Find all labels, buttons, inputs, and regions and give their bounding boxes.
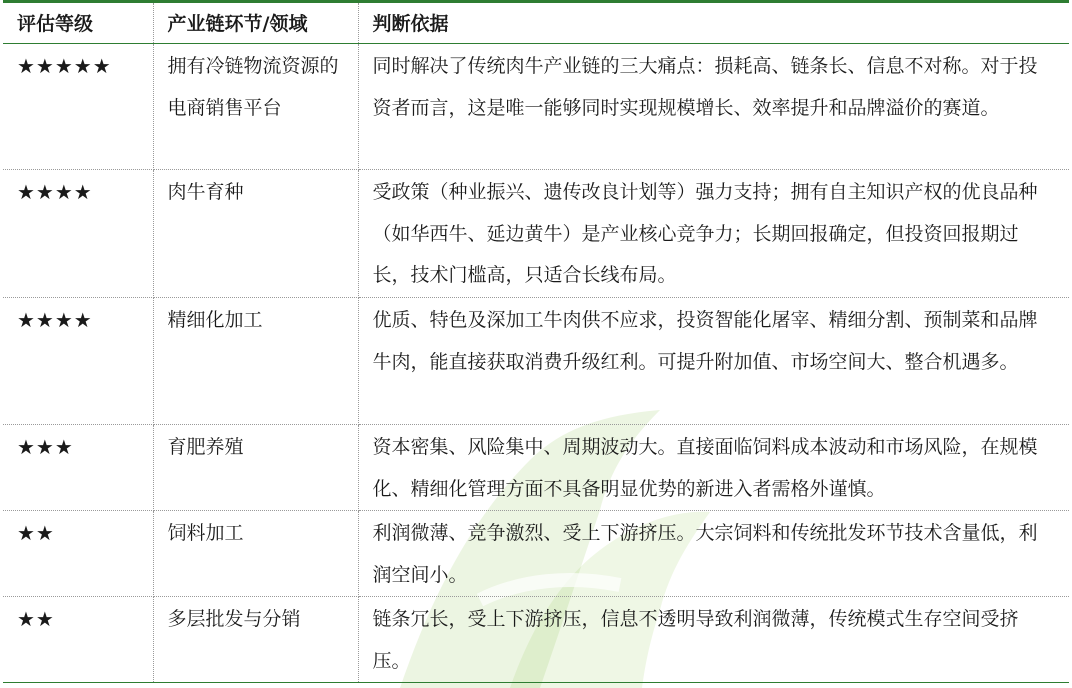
table-row xyxy=(3,44,1069,170)
rating-table xyxy=(3,0,1069,683)
rating-cell: ★★ xyxy=(3,511,153,597)
basis-cell: 受政策（种业振兴、遗传改良计划等）强力支持；拥有自主知识产权的优良品种（如华西牛、延边黄牛）是产业核心竞争力；长期回报确定，但投资回报期过长，技术门槛高，只适合长线布局。 xyxy=(358,170,1069,298)
header-area: 产业链环节/领域 xyxy=(153,2,358,44)
area-cell: 饲料加工 xyxy=(153,511,358,597)
basis-cell: 链条冗长，受上下游挤压，信息不透明导致利润微薄，传统模式生存空间受挤压。 xyxy=(358,597,1069,683)
header-rating: 评估等级 xyxy=(3,2,153,44)
basis-cell: 优质、特色及深加工牛肉供不应求，投资智能化屠宰、精细分割、预制菜和品牌牛肉，能直接获取消费升级红利。可提升附加值、市场空间大、整合机遇多。 xyxy=(358,298,1069,425)
rating-cell: ★★★★ xyxy=(3,170,153,298)
basis-cell: 同时解决了传统肉牛产业链的三大痛点：损耗高、链条长、信息不对称。对于投资者而言，这是唯一能够同时实现规模增长、效率提升和品牌溢价的赛道。 xyxy=(358,44,1069,170)
table-header-row xyxy=(3,2,1069,44)
table-row xyxy=(3,597,1069,683)
table-row xyxy=(3,170,1069,298)
table-row xyxy=(3,425,1069,511)
basis-cell: 资本密集、风险集中、周期波动大。直接面临饲料成本波动和市场风险，在规模化、精细化管理方面不具备明显优势的新进入者需格外谨慎。 xyxy=(358,425,1069,511)
rating-cell: ★★★ xyxy=(3,425,153,511)
area-cell: 拥有冷链物流资源的电商销售平台 xyxy=(153,44,358,170)
area-cell: 育肥养殖 xyxy=(153,425,358,511)
area-cell: 多层批发与分销 xyxy=(153,597,358,683)
header-basis: 判断依据 xyxy=(358,2,1069,44)
rating-cell: ★★★★★ xyxy=(3,44,153,170)
basis-cell: 利润微薄、竞争激烈、受上下游挤压。大宗饲料和传统批发环节技术含量低，利润空间小。 xyxy=(358,511,1069,597)
rating-cell: ★★★★ xyxy=(3,298,153,425)
rating-cell: ★★ xyxy=(3,597,153,683)
area-cell: 肉牛育种 xyxy=(153,170,358,298)
area-cell: 精细化加工 xyxy=(153,298,358,425)
table-row xyxy=(3,511,1069,597)
table-row xyxy=(3,298,1069,425)
